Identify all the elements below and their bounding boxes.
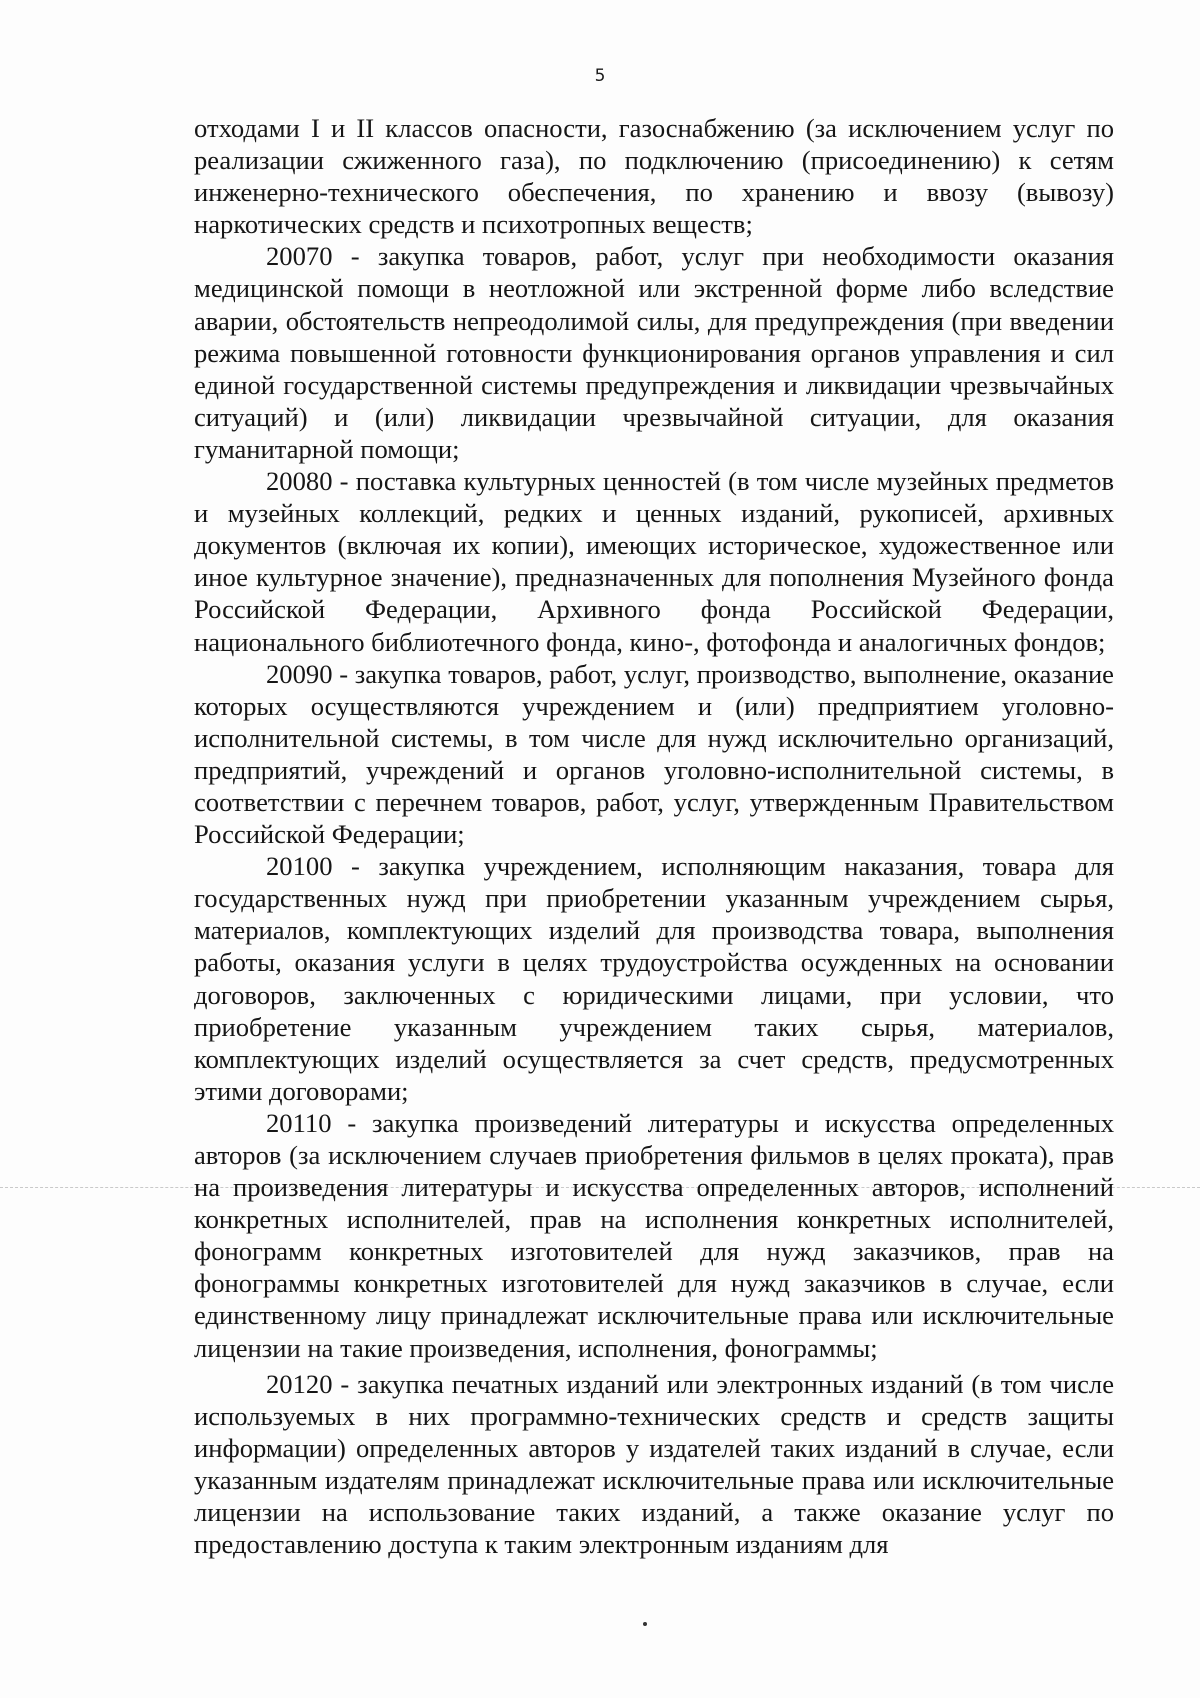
paragraph-20120: 20120 - закупка печатных изданий или электронных изданий (в том числе используемых в них программно-технических средств и средств защиты информации) определенных авторов у издателей таких изданий в случае, если указанным издателям принадлежат исключительные права или исключительные лицензии на использование таких изданий, а также оказание услуг по предоставлению доступа к таким электронным изданиям для [194, 1368, 1114, 1560]
paragraph-20110: 20110 - закупка произведений литературы и искусства определенных авторов (за исключением случаев приобретения фильмов в целях проката), прав на произведения литературы и искусства определенных авторов, исполнений конкретных исполнителей, прав на исполнения конкретных исполнителей, фонограмм конкретных изготовителей для нужд заказчиков, прав на фонограммы конкретных изготовителей для нужд заказчиков в случае, если единственному лицу принадлежат исключительные права или исключительные лицензии на такие произведения, исполнения, фонограммы; [194, 1107, 1114, 1363]
paragraph-20080: 20080 - поставка культурных ценностей (в том числе музейных предметов и музейных коллекций, редких и ценных изданий, рукописей, архивных документов (включая их копии), имеющих историческое, художественное или иное культурное значение), предназначенных для пополнения Музейного фонда Российской Федерации, Архивного фонда Российской Федерации, национального библиотечного фонда, кино-, фотофонда и аналогичных фондов; [194, 466, 1114, 657]
paragraph-continuation: отходами I и II классов опасности, газоснабжению (за исключением услуг по реализации сжиженного газа), по подключению (присоединению) к сетям инженерно-технического обеспечения, по хранению и ввозу (вывозу) наркотических средств и психотропных веществ; [194, 113, 1114, 240]
scan-dot-mark [643, 1622, 647, 1626]
paragraph-20090: 20090 - закупка товаров, работ, услуг, производство, выполнение, оказание которых осуществляются учреждением и (или) предприятием уголовно-исполнительной системы, в том числе для нужд исключительно организаций, предприятий, учреждений и органов уголовно-исполнительной системы, в соответствии с перечнем товаров, работ, услуг, утвержденным Правительством Российской Федерации; [194, 658, 1114, 850]
document-body [194, 112, 1114, 1560]
paragraph-20070: 20070 - закупка товаров, работ, услуг при необходимости оказания медицинской помощи в неотложной или экстренной форме либо вследствие аварии, обстоятельств непреодолимой силы, для предупреждения (при введении режима повышенной готовности функционирования органов управления и сил единой государственной системы предупреждения и ликвидации чрезвычайных ситуаций) и (или) ликвидации чрезвычайной ситуации, для оказания гуманитарной помощи; [194, 241, 1114, 464]
paragraph-20100: 20100 - закупка учреждением, исполняющим наказания, товара для государственных нужд при приобретении указанным учреждением сырья, материалов, комплектующих изделий для производства товара, выполнения работы, оказания услуги в целях трудоустройства осужденных на основании договоров, заключенных с юридическими лицами, при условии, что приобретение указанным учреждением таких сырья, материалов, комплектующих изделий осуществляется за счет средств, предусмотренных этими договорами; [194, 851, 1114, 1106]
page-number: 5 [594, 66, 606, 86]
